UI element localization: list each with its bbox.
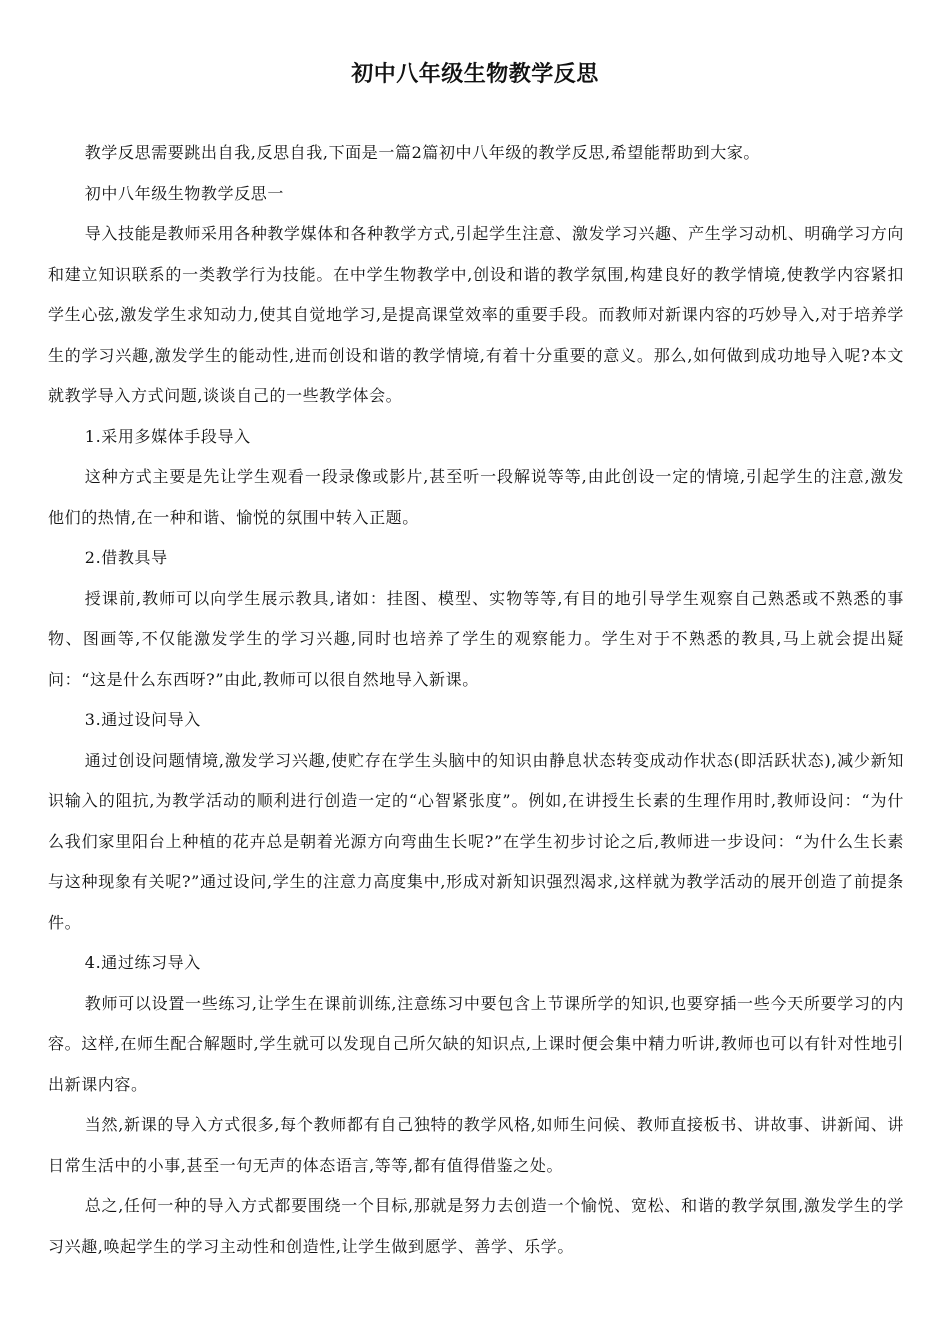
document-body xyxy=(48,133,904,1267)
body-paragraph: 导入技能是教师采用各种教学媒体和各种教学方式,引起学生注意、激发学习兴趣、产生学习动机、明确学习方向和建立知识联系的一类教学行为技能。在中学生物教学中,创设和谐的教学氛围,构建良好的教学情境,使教学内容紧扣学生心弦,激发学生求知动力,使其自觉地学习,是提高课堂效率的重要手段。而教师对新课内容的巧妙导入,对于培养学生的学习兴趣,激发学生的能动性,进而创设和谐的教学情境,有着十分重要的意义。那么,如何做到成功地导入呢?本文就教学导入方式问题,谈谈自己的一些教学体会。 xyxy=(48,224,904,405)
subheading-2: 2.借教具导 xyxy=(84,548,168,567)
conclusion-paragraph: 总之,任何一种的导入方式都要围绕一个目标,那就是努力去创造一个愉悦、宽松、和谐的教学氛围,激发学生的学习兴趣,唤起学生的学习主动性和创造性,让学生做到愿学、善学、乐学。 xyxy=(48,1196,904,1256)
body-paragraph: 当然,新课的导入方式很多,每个教师都有自己独特的教学风格,如师生问候、教师直接板书、讲故事、讲新闻、讲日常生活中的小事,甚至一句无声的体态语言,等等,都有值得借鉴之处。 xyxy=(48,1115,904,1175)
section-heading: 初中八年级生物教学反思一 xyxy=(84,183,284,203)
document-title: 初中八年级生物教学反思 xyxy=(351,62,599,87)
body-paragraph: 这种方式主要是先让学生观看一段录像或影片,甚至听一段解说等等,由此创设一定的情境,引起学生的注意,激发他们的热情,在一种和谐、愉悦的氛围中转入正题。 xyxy=(48,467,904,527)
body-paragraph: 授课前,教师可以向学生展示教具,诸如：挂图、模型、实物等等,有目的地引导学生观察自己熟悉或不熟悉的事物、图画等,不仅能激发学生的学习兴趣,同时也培养了学生的观察能力。学生对于不熟悉的教具,马上就会提出疑问：“这是什么东西呀?”由此,教师可以很自然地导入新课。 xyxy=(48,588,904,689)
body-paragraph: 通过创设问题情境,激发学习兴趣,使贮存在学生头脑中的知识由静息状态转变成动作状态(即活跃状态),减少新知识输入的阻抗,为教学活动的顺利进行创造一定的“心智紧张度”。例如,在讲授生长素的生理作用时,教师设问：“为什么我们家里阳台上种植的花卉总是朝着光源方向弯曲生长呢?”在学生初步讨论之后,教师进一步设问：“为什么生长素与这种现象有关呢?”通过设问,学生的注意力高度集中,形成对新知识强烈渴求,这样就为教学活动的展开创造了前提条件。 xyxy=(48,750,904,932)
subheading-1: 1.采用多媒体手段导入 xyxy=(84,426,251,446)
intro-paragraph: 教学反思需要跳出自我,反思自我,下面是一篇2篇初中八年级的教学反思,希望能帮助到大家。 xyxy=(84,143,761,162)
subheading-4: 4.通过练习导入 xyxy=(84,953,201,972)
subheading-3: 3.通过设问导入 xyxy=(84,710,201,729)
body-paragraph: 教师可以设置一些练习,让学生在课前训练,注意练习中要包含上节课所学的知识,也要穿插一些今天所要学习的内容。这样,在师生配合解题时,学生就可以发现自己所欠缺的知识点,上课时便会集中精力听讲,教师也可以有针对性地引出新课内容。 xyxy=(48,993,904,1094)
